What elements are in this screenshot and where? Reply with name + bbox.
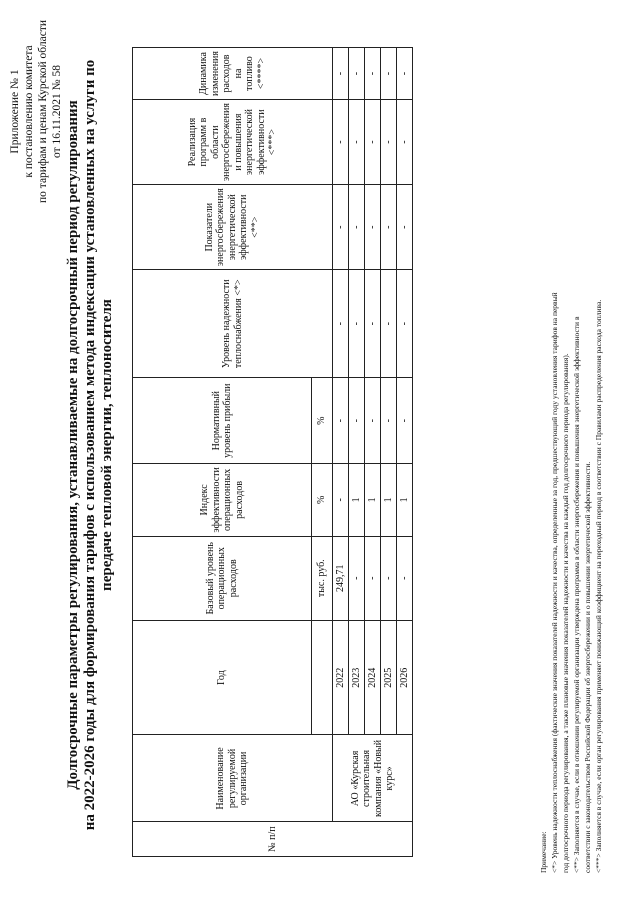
cell-energy: - — [365, 185, 381, 270]
cell-base: - — [381, 536, 397, 620]
cell-reliability: - — [349, 270, 365, 378]
table-header-row — [133, 48, 312, 857]
cell-fuel: - — [381, 48, 397, 100]
header-num: № п/п — [133, 822, 413, 857]
cell-year: 2023 — [349, 620, 365, 735]
cell-profit: - — [333, 378, 349, 464]
cell-reliability: - — [333, 270, 349, 378]
cell-profit: - — [397, 378, 413, 464]
notes-heading: Примечание: — [539, 831, 548, 873]
cell-index: 1 — [381, 464, 397, 537]
footnotes — [538, 38, 604, 873]
cell-fuel: - — [397, 48, 413, 100]
cell-index: 1 — [365, 464, 381, 537]
cell-program: - — [397, 100, 413, 185]
footnote-line: <*> Уровень надежности теплоснабжения (фактические значения показателей надежности и качества, определенные за год, предшествующий году установления тарифов на первый — [550, 292, 559, 873]
cell-year: 2024 — [365, 620, 381, 735]
header-org: Наименование регулируемой организации — [133, 735, 333, 822]
header-profit: Нормативный уровень прибыли — [133, 378, 312, 464]
footnote-line: <**> Заполняется в случае, если в отношении регулируемой организации утверждена программа в области энергосбережения и повышения энергетической эффективности в — [572, 316, 581, 873]
cell-energy: - — [381, 185, 397, 270]
cell-reliability: - — [381, 270, 397, 378]
cell-program: - — [333, 100, 349, 185]
cell-program: - — [349, 100, 365, 185]
footnote-line: год долгосрочного периода регулирования, а также плановые значения показателей надежности и качества на каждый год долгосрочного периода регулирования). — [561, 353, 570, 873]
cell-reliability: - — [365, 270, 381, 378]
header-index: Индекс эффективности операционных расходов — [133, 464, 312, 537]
header-reliability: Уровень надежности теплоснабжения <*> — [133, 270, 333, 378]
cell-year: 2026 — [397, 620, 413, 735]
document-title — [65, 45, 116, 845]
cell-energy: - — [397, 185, 413, 270]
header-year: Год — [133, 620, 312, 735]
header-energy: Показатели энергосбережения энергетической эффективности <**> — [133, 185, 333, 270]
cell-energy: - — [333, 185, 349, 270]
appendix-line: по тарифам и ценам Курской области — [37, 20, 49, 203]
cell-base: - — [365, 536, 381, 620]
cell-reliability: - — [397, 270, 413, 378]
header-program: Реализация программ в области энергосбережения и повышения энергетической эффективности <***> — [133, 100, 333, 185]
cell-energy: - — [349, 185, 365, 270]
cell-program: - — [381, 100, 397, 185]
units-cell-blank — [312, 620, 333, 735]
footnote-line: <***> Заполняется в случае, если орган регулирования применяет понижающий коэффициент на переходный период в соответствии с Правилами распределения расхода топлива. — [594, 299, 603, 873]
cell-fuel: - — [365, 48, 381, 100]
cell-profit: - — [365, 378, 381, 464]
cell-profit: - — [349, 378, 365, 464]
cell-base: - — [349, 536, 365, 620]
parameters-table — [132, 47, 413, 857]
title-line: Долгосрочные параметры регулирования, устанавливаемые на долгосрочный период регулирования — [65, 100, 81, 790]
cell-year: 2022 — [333, 620, 349, 735]
cell-index: 1 — [397, 464, 413, 537]
appendix-line: к постановлению комитета — [23, 45, 35, 178]
appendix-line: от 16.11.2021 № 58 — [51, 64, 63, 159]
units-profit: % — [312, 378, 333, 464]
units-base: тыс. руб. — [312, 536, 333, 620]
footnote-line: соответствии с законодательством Российской Федерации об энергосбережении и о повышении энергетической эффективности. — [583, 461, 592, 873]
org-name: АО «Курская строительная компания «Новый курс» — [333, 735, 413, 822]
cell-base: 249,71 — [333, 536, 349, 620]
header-fuel: Динамика изменения расходов на топливо <****> — [133, 48, 333, 100]
header-base: Базовый уровень операционных расходов — [133, 536, 312, 620]
units-index: % — [312, 464, 333, 537]
cell-fuel: - — [333, 48, 349, 100]
cell-index: 1 — [349, 464, 365, 537]
cell-program: - — [365, 100, 381, 185]
cell-index: - — [333, 464, 349, 537]
appendix-block — [8, 20, 64, 203]
cell-base: - — [397, 536, 413, 620]
cell-fuel: - — [349, 48, 365, 100]
title-line: на 2022-2026 годы для формирования тарифов с использованием метода индексации установленных на услуги по — [82, 59, 98, 831]
table-row — [333, 48, 349, 857]
cell-profit: - — [381, 378, 397, 464]
title-line: передаче тепловой энергии, теплоносителя — [99, 299, 115, 591]
cell-year: 2025 — [381, 620, 397, 735]
appendix-line: Приложение № 1 — [9, 69, 21, 154]
